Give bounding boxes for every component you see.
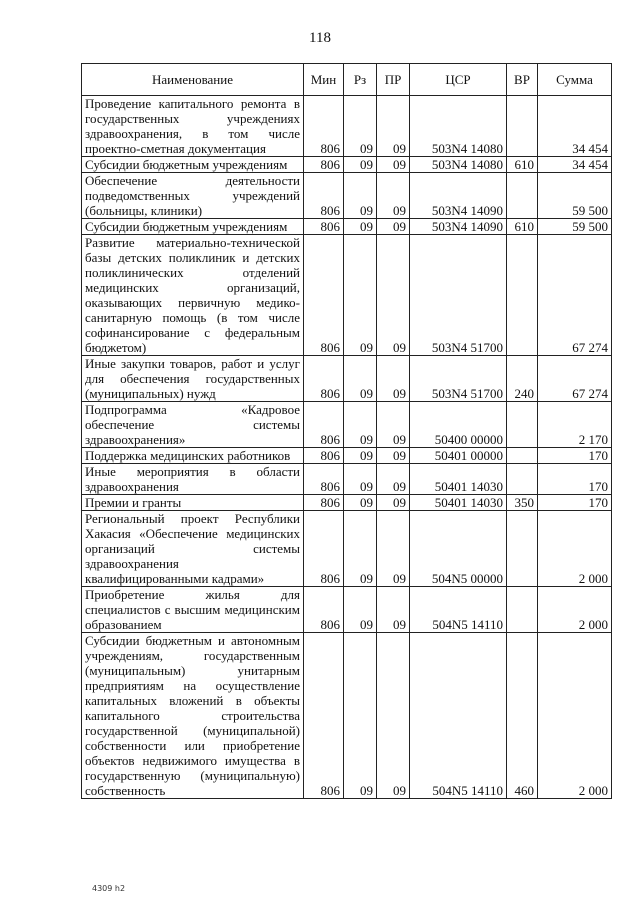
cell-rz: 09 [344, 633, 377, 799]
cell-pr: 09 [377, 173, 410, 219]
cell-csr: 503N4 51700 [410, 235, 507, 356]
cell-name: Поддержка медицинских работников [82, 448, 304, 464]
header-min: Мин [304, 64, 344, 96]
cell-csr: 504N5 00000 [410, 511, 507, 587]
cell-rz: 09 [344, 495, 377, 511]
cell-sum: 2 000 [538, 511, 612, 587]
cell-sum: 170 [538, 448, 612, 464]
cell-csr: 50401 00000 [410, 448, 507, 464]
cell-vr: 610 [507, 219, 538, 235]
cell-vr [507, 448, 538, 464]
cell-min: 806 [304, 157, 344, 173]
cell-csr: 503N4 14090 [410, 173, 507, 219]
header-sum: Сумма [538, 64, 612, 96]
cell-vr: 240 [507, 356, 538, 402]
cell-min: 806 [304, 235, 344, 356]
cell-min: 806 [304, 96, 344, 157]
cell-vr [507, 587, 538, 633]
table-row [82, 96, 612, 157]
cell-pr: 09 [377, 511, 410, 587]
cell-rz: 09 [344, 464, 377, 495]
cell-rz: 09 [344, 96, 377, 157]
table-row [82, 587, 612, 633]
cell-pr: 09 [377, 235, 410, 356]
cell-name: Субсидии бюджетным и автономным учреждениям, государственным (муниципальным) унитарным предприятиям на осуществление капитальных вложений в объекты капитального строительства государственной (муниципальной) собственности или приобретение объектов недвижимого имущества в государственную (муниципальную) собственность [82, 633, 304, 799]
header-vr: ВР [507, 64, 538, 96]
cell-sum: 67 274 [538, 356, 612, 402]
cell-min: 806 [304, 402, 344, 448]
table-row [82, 157, 612, 173]
cell-name: Субсидии бюджетным учреждениям [82, 157, 304, 173]
cell-pr: 09 [377, 157, 410, 173]
cell-vr: 460 [507, 633, 538, 799]
cell-pr: 09 [377, 402, 410, 448]
cell-vr [507, 511, 538, 587]
cell-sum: 2 000 [538, 633, 612, 799]
cell-name: Иные закупки товаров, работ и услуг для обеспечения государственных (муниципальных) нужд [82, 356, 304, 402]
cell-pr: 09 [377, 495, 410, 511]
table-row [82, 464, 612, 495]
cell-pr: 09 [377, 633, 410, 799]
cell-vr [507, 402, 538, 448]
cell-rz: 09 [344, 173, 377, 219]
cell-min: 806 [304, 173, 344, 219]
cell-name: Иные мероприятия в области здравоохранения [82, 464, 304, 495]
cell-csr: 50400 00000 [410, 402, 507, 448]
cell-min: 806 [304, 464, 344, 495]
cell-min: 806 [304, 219, 344, 235]
table-row [82, 448, 612, 464]
table-header-row [82, 64, 612, 96]
table-row [82, 235, 612, 356]
cell-vr [507, 235, 538, 356]
cell-pr: 09 [377, 219, 410, 235]
cell-rz: 09 [344, 448, 377, 464]
cell-pr: 09 [377, 464, 410, 495]
cell-csr: 504N5 14110 [410, 587, 507, 633]
cell-vr [507, 464, 538, 495]
table-row [82, 356, 612, 402]
cell-rz: 09 [344, 587, 377, 633]
page-number: 118 [309, 30, 331, 46]
cell-sum: 170 [538, 464, 612, 495]
cell-rz: 09 [344, 157, 377, 173]
cell-name: Региональный проект Республики Хакасия «Обеспечение медицинских организаций системы здравоохранения квалифицированными кадрами» [82, 511, 304, 587]
cell-min: 806 [304, 511, 344, 587]
cell-csr: 503N4 14080 [410, 96, 507, 157]
cell-sum: 67 274 [538, 235, 612, 356]
cell-csr: 503N4 14090 [410, 219, 507, 235]
cell-min: 806 [304, 587, 344, 633]
cell-rz: 09 [344, 356, 377, 402]
cell-pr: 09 [377, 448, 410, 464]
cell-name: Подпрограмма «Кадровое обеспечение системы здравоохранения» [82, 402, 304, 448]
cell-min: 806 [304, 448, 344, 464]
table-row [82, 511, 612, 587]
cell-name: Субсидии бюджетным учреждениям [82, 219, 304, 235]
cell-min: 806 [304, 356, 344, 402]
cell-csr: 503N4 14080 [410, 157, 507, 173]
cell-name: Развитие материально-технической базы детских поликлиник и детских поликлинических отделений медицинских организаций, оказывающих первичную медико-санитарную помощь (в том числе софинансирование с федеральным бюджетом) [82, 235, 304, 356]
cell-rz: 09 [344, 511, 377, 587]
footer-code: 4309 h2 [92, 884, 126, 893]
cell-rz: 09 [344, 235, 377, 356]
cell-sum: 34 454 [538, 96, 612, 157]
cell-sum: 59 500 [538, 173, 612, 219]
cell-vr [507, 173, 538, 219]
cell-name: Приобретение жилья для специалистов с высшим медицинским образованием [82, 587, 304, 633]
header-csr: ЦСР [410, 64, 507, 96]
header-rz: Рз [344, 64, 377, 96]
cell-csr: 504N5 14110 [410, 633, 507, 799]
cell-pr: 09 [377, 96, 410, 157]
cell-pr: 09 [377, 587, 410, 633]
cell-csr: 50401 14030 [410, 464, 507, 495]
cell-csr: 503N4 51700 [410, 356, 507, 402]
cell-min: 806 [304, 495, 344, 511]
cell-vr [507, 96, 538, 157]
table-row [82, 173, 612, 219]
cell-sum: 2 000 [538, 587, 612, 633]
table-row [82, 219, 612, 235]
budget-table [81, 63, 612, 799]
cell-sum: 59 500 [538, 219, 612, 235]
table-body [82, 96, 612, 799]
cell-sum: 34 454 [538, 157, 612, 173]
table-row [82, 402, 612, 448]
table-row [82, 633, 612, 799]
cell-sum: 2 170 [538, 402, 612, 448]
cell-vr: 610 [507, 157, 538, 173]
cell-name: Премии и гранты [82, 495, 304, 511]
cell-vr: 350 [507, 495, 538, 511]
cell-sum: 170 [538, 495, 612, 511]
cell-csr: 50401 14030 [410, 495, 507, 511]
cell-name: Проведение капитального ремонта в государственных учреждениях здравоохранения, в том числе проектно-сметная документация [82, 96, 304, 157]
cell-pr: 09 [377, 356, 410, 402]
header-name: Наименование [82, 64, 304, 96]
cell-rz: 09 [344, 402, 377, 448]
cell-min: 806 [304, 633, 344, 799]
header-pr: ПР [377, 64, 410, 96]
table-row [82, 495, 612, 511]
cell-rz: 09 [344, 219, 377, 235]
cell-name: Обеспечение деятельности подведомственных учреждений (больницы, клиники) [82, 173, 304, 219]
